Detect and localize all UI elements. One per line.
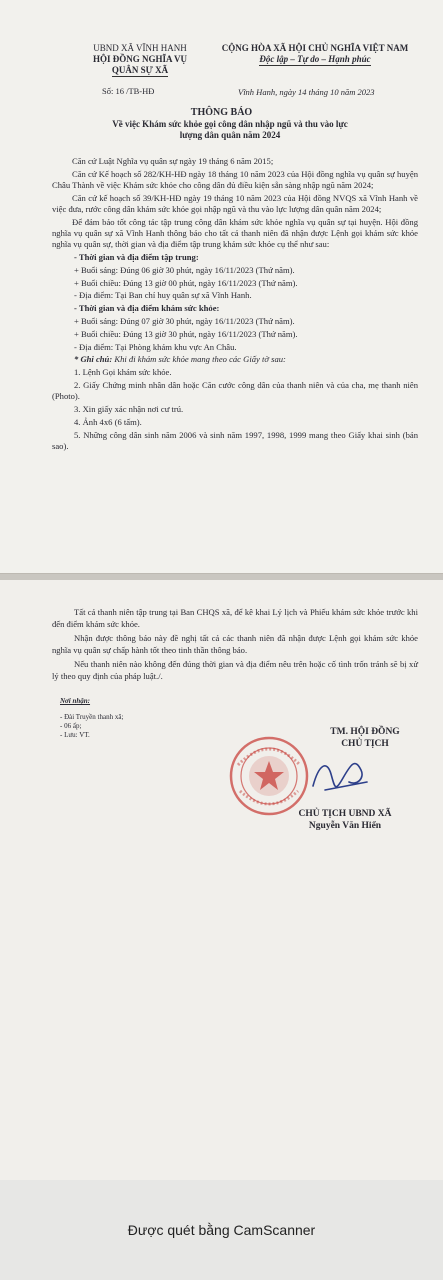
list-item: 4. Ảnh 4x6 (6 tấm). bbox=[74, 416, 142, 427]
signer-name: Nguyễn Văn Hiển bbox=[308, 821, 382, 831]
document-date: Vĩnh Hanh, ngày 14 tháng 10 năm 2023 bbox=[238, 87, 375, 97]
section-heading-gathering: - Thời gian và địa điểm tập trung: bbox=[74, 252, 199, 262]
signature-title bbox=[295, 726, 435, 750]
section-heading-exam: - Thời gian và địa điểm khám sức khỏe: bbox=[74, 303, 220, 314]
recipient-item: - Lưu: VT. bbox=[60, 731, 90, 739]
list-item: + Buổi chiều: Đúng 13 giờ 30 phút, ngày 16/11/2023 (Thứ năm). bbox=[74, 328, 298, 339]
issuer-block bbox=[60, 43, 220, 77]
list-item: + Buổi sáng: Đúng 06 giờ 30 phút, ngày 16/11/2023 (Thứ năm). bbox=[74, 264, 295, 275]
list-item: 5. Những công dân sinh năm 2006 và sinh năm 1997, 1998, 1999 mang theo Giấy khai sinh (bản sao). bbox=[52, 429, 418, 451]
body-paragraph: Tất cả thanh niên tập trung tại Ban CHQS xã, để kê khai Lý lịch và Phiếu khám sức khỏe trước khi đến điểm khám sức khỏe. bbox=[52, 607, 418, 629]
issuer-line-2: HỘI ĐỒNG NGHĨA VỤ bbox=[92, 54, 188, 64]
body-paragraph: Căn cứ kế hoạch số 39/KH-HĐ ngày 19 tháng 10 năm 2023 của Hội đồng NVQS xã Vĩnh Hanh về việc đưa, rước công dân khám sức khỏe gọi nhập ngũ và thu vào lực lượng dân quân năm 2024; bbox=[52, 192, 418, 214]
list-item: 2. Giấy Chứng minh nhân dân hoặc Căn cước công dân của thanh niên và của cha, mẹ thanh niên (Photo). bbox=[52, 379, 418, 402]
closing-body bbox=[52, 607, 418, 685]
body-paragraph: Nhận được thông báo này đề nghị tất cả các thanh niên đã nhận được Lệnh gọi khám sức khỏe nghĩa vụ quân sự chấp hành tốt theo tinh thần thông báo. bbox=[52, 633, 418, 655]
document-body bbox=[52, 156, 418, 454]
document-page-1 bbox=[0, 0, 443, 574]
note bbox=[52, 354, 418, 365]
body-paragraph: Căn cứ Kế hoạch số 282/KH-HĐ ngày 18 tháng 10 năm 2023 của Hội đồng nghĩa vụ quân sự huyện Châu Thành về việc Khám sức khỏe cho công dân đủ điều kiện sẵn sàng nhập ngũ năm 2024; bbox=[52, 168, 418, 190]
list-item: 3. Xin giấy xác nhận nơi cư trú. bbox=[74, 403, 184, 414]
recipients bbox=[60, 697, 123, 740]
national-header bbox=[210, 43, 420, 66]
list-item: - Địa điểm: Tại Phòng khám khu vực An Châu. bbox=[74, 341, 237, 352]
list-item: - Địa điểm: Tại Ban chỉ huy quân sự xã Vĩnh Hanh. bbox=[74, 290, 252, 301]
issuer-line-1: UBND XÃ VĨNH HANH bbox=[93, 43, 187, 53]
body-paragraph: Nếu thanh niên nào không đến đúng thời gian và địa điểm nêu trên hoặc cố tình trốn tránh sẽ bị xử lý theo quy định của pháp luật./. bbox=[52, 659, 418, 681]
national-title: CỘNG HÒA XÃ HỘI CHỦ NGHĨA VIỆT NAM bbox=[221, 43, 409, 53]
recipients-heading: Nơi nhận: bbox=[60, 697, 91, 705]
national-motto: Độc lập – Tự do – Hạnh phúc bbox=[259, 54, 371, 64]
body-paragraph: Để đảm bảo tốt công tác tập trung công dân khám sức khỏe nghĩa vụ quân sự tại huyện. Hội đồng nghĩa vụ quân sự xã Vĩnh Hanh thông báo cho tất cả thanh niên đã nhận được Lệnh gọi khám sức khỏe nghĩa vụ quân sự, thời gian và địa điểm tập trung khám sức khỏe cụ thể như sau: bbox=[52, 216, 418, 250]
note-text: Khi đi khám sức khỏe mang theo các Giấy tờ sau: bbox=[114, 354, 286, 365]
signer-block bbox=[280, 808, 410, 832]
scanner-watermark: Được quét bằng CamScanner bbox=[127, 1222, 316, 1238]
recipient-item: - Đài Truyền thanh xã; bbox=[60, 713, 124, 721]
document-title: THÔNG BÁO bbox=[190, 107, 253, 118]
list-item: 1. Lệnh Gọi khám sức khỏe. bbox=[74, 367, 172, 378]
signer-position: CHỦ TỊCH UBND XÃ bbox=[298, 809, 392, 819]
recipient-item: - 06 ấp; bbox=[60, 722, 82, 730]
handwritten-signature-icon bbox=[305, 752, 375, 800]
body-paragraph: Căn cứ Luật Nghĩa vụ quân sự ngày 19 tháng 6 năm 2015; bbox=[72, 156, 274, 166]
list-item: + Buổi sáng: Đúng 07 giờ 30 phút, ngày 16/11/2023 (Thứ năm). bbox=[74, 315, 295, 326]
list-item: + Buổi chiều: Đúng 13 giờ 00 phút, ngày 16/11/2023 (Thứ năm). bbox=[74, 277, 298, 288]
document-number: Số: 16 /TB-HĐ bbox=[102, 86, 155, 96]
signature-title-line-1: TM. HỘI ĐỒNG bbox=[330, 727, 400, 737]
note-label: * Ghi chú: bbox=[74, 354, 113, 365]
issuer-line-3: QUÂN SỰ XÃ bbox=[111, 65, 169, 75]
document-subtitle: Về việc Khám sức khỏe gọi công dân nhập ngũ và thu vào lực lượng dân quân năm 2024 bbox=[112, 119, 348, 140]
signature-title-line-2: CHỦ TỊCH bbox=[341, 739, 389, 749]
